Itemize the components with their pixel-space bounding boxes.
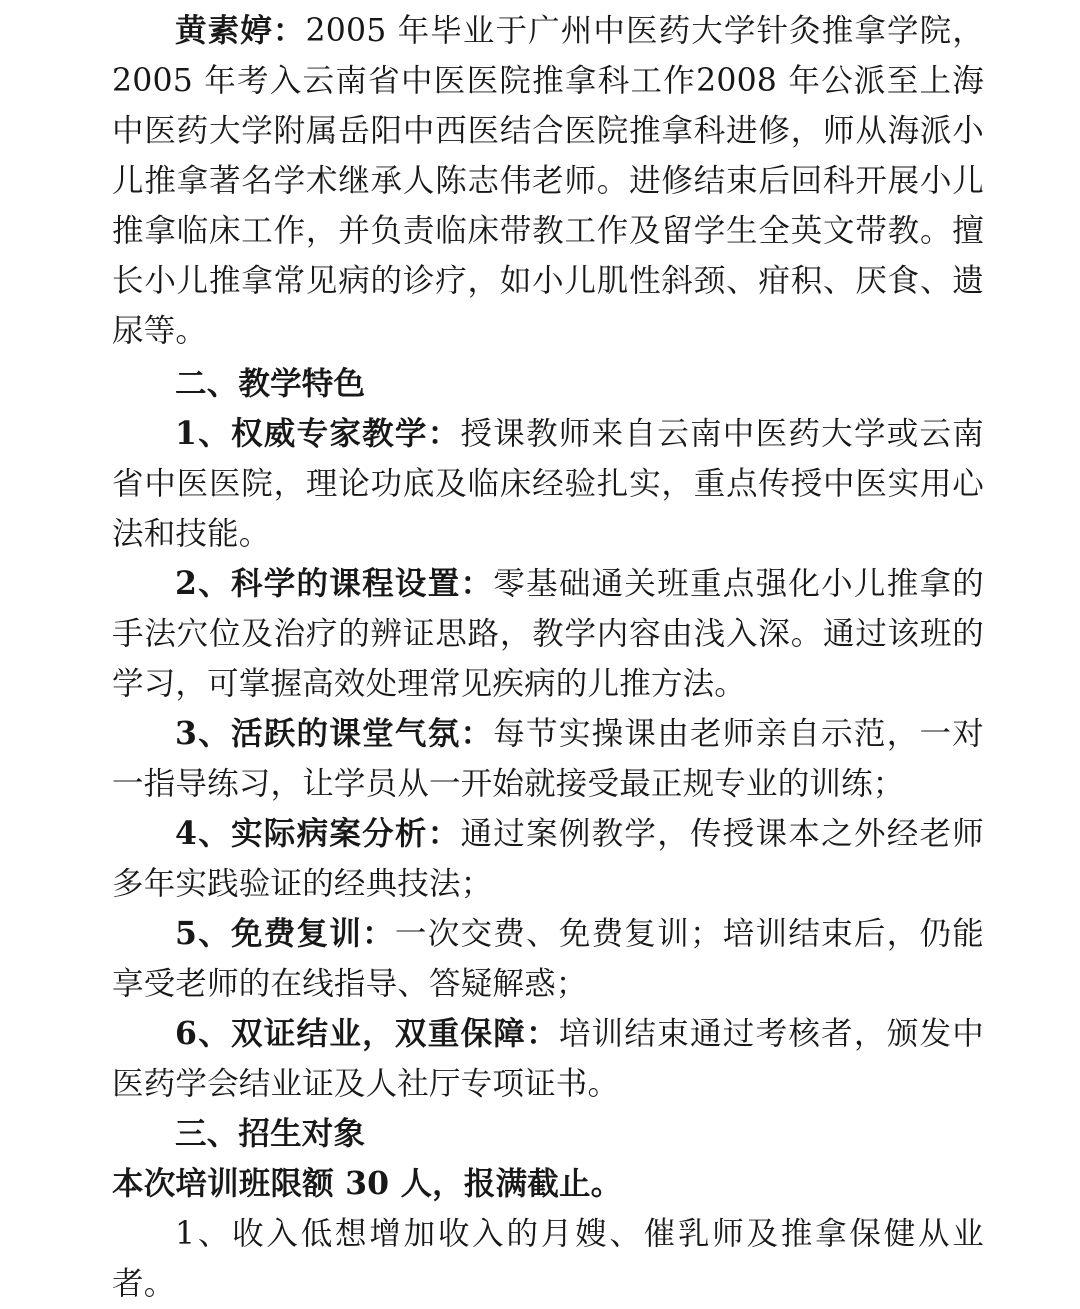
paragraph-feature-1 [112,409,984,559]
heading-section-two: 二、教学特色 [175,365,366,402]
paragraph-feature-2 [112,559,984,709]
paragraph-audience-1: 1、收入低想增加收入的月嫂、催乳师及推拿保健从业者。 [112,1216,984,1302]
feature-5-text: 一次交费、免费复训；培训结束后，仍能享受老师的在线指导、答疑解惑； [112,916,984,1002]
teacher-name-label: 黄素婷： [175,12,306,49]
paragraph-feature-6 [112,1009,984,1109]
paragraph-feature-3 [112,709,984,809]
paragraph-teacher-bio [112,6,984,356]
feature-2-label: 2、科学的课程设置： [175,565,494,602]
feature-3-label: 3、活跃的课堂气氛： [175,715,494,752]
feature-4-label: 4、实际病案分析： [175,815,461,852]
quota-notice: 本次培训班限额 30 人，报满截止。 [112,1165,623,1202]
feature-6-label: 6、双证结业，双重保障： [175,1015,559,1052]
heading-section-three: 三、招生对象 [175,1115,366,1152]
feature-5-label: 5、免费复训： [175,915,395,952]
paragraph-feature-5 [112,909,984,1009]
feature-6-text: 培训结束通过考核者，颁发中医药学会结业证及人社厅专项证书。 [112,1016,984,1102]
feature-2-text: 零基础通关班重点强化小儿推拿的手法穴位及治疗的辨证思路，教学内容由浅入深。通过该班的学习，可掌握高效处理常见疾病的儿推方法。 [112,566,984,702]
teacher-bio-text: 2005 年毕业于广州中医药大学针灸推拿学院，2005 年考入云南省中医医院推拿科工作2008 年公派至上海中医药大学附属岳阳中西医结合医院推拿科进修，师从海派小儿推拿著名学术继承人陈志伟老师。进修结束后回科开展小儿推拿临床工作，并负责临床带教工作及留学生全英文带教。擅长小儿推拿常见病的诊疗，如小儿肌性斜颈、疳积、厌食、遗尿等。 [112,13,984,349]
feature-1-label: 1、权威专家教学： [175,415,461,452]
feature-1-text: 授课教师来自云南中医药大学或云南省中医医院，理论功底及临床经验扎实，重点传授中医实用心法和技能。 [112,416,985,552]
feature-3-text: 每节实操课由老师亲自示范，一对一指导练习，让学员从一开始就接受最正规专业的训练； [112,716,984,802]
feature-4-text: 通过案例教学，传授课本之外经老师多年实践验证的经典技法； [112,816,985,902]
paragraph-feature-4 [112,809,984,909]
